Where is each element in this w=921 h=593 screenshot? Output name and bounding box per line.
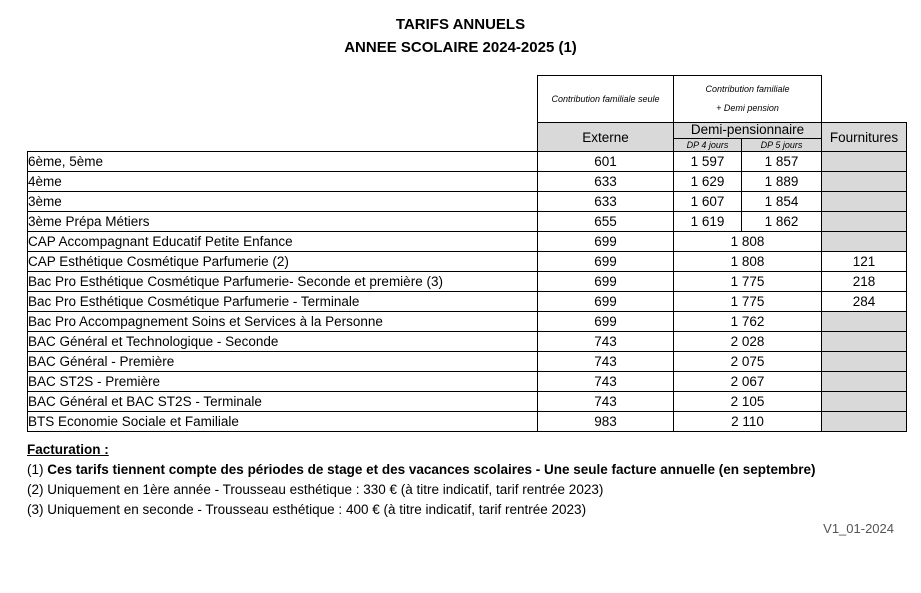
row-label: Bac Pro Esthétique Cosmétique Parfumerie- Seconde et première (3) xyxy=(28,272,538,292)
notes-section xyxy=(27,440,816,520)
empty-header-cell-2 xyxy=(28,123,538,152)
demi-pension-value: 1 808 xyxy=(674,232,822,252)
dp4-value: 1 597 xyxy=(674,152,742,172)
fournitures-value xyxy=(822,372,907,392)
note-1 xyxy=(27,460,816,480)
demi-pension-value: 2 110 xyxy=(674,412,822,432)
row-label: 3ème Prépa Métiers xyxy=(28,212,538,232)
fournitures-value xyxy=(822,412,907,432)
externe-value: 743 xyxy=(538,352,674,372)
table-row xyxy=(28,212,907,232)
table-row xyxy=(28,412,907,432)
header-externe: Externe xyxy=(538,123,674,152)
table-row xyxy=(28,312,907,332)
externe-value: 699 xyxy=(538,232,674,252)
dp5-value: 1 854 xyxy=(742,192,822,212)
externe-value: 699 xyxy=(538,292,674,312)
externe-value: 601 xyxy=(538,152,674,172)
document-title: TARIFS ANNUELS xyxy=(395,16,526,33)
demi-pension-value: 2 067 xyxy=(674,372,822,392)
row-label: 3ème xyxy=(28,192,538,212)
empty-header-cell xyxy=(28,76,538,123)
externe-value: 633 xyxy=(538,172,674,192)
dp5-value: 1 889 xyxy=(742,172,822,192)
header-fournitures: Fournitures xyxy=(822,123,907,152)
note-1-prefix: (1) xyxy=(27,462,44,477)
tariff-table xyxy=(27,75,907,432)
externe-value: 743 xyxy=(538,392,674,412)
dp5-value: 1 857 xyxy=(742,152,822,172)
row-label: 6ème, 5ème xyxy=(28,152,538,172)
row-label: 4ème xyxy=(28,172,538,192)
row-label: BAC ST2S - Première xyxy=(28,372,538,392)
externe-value: 699 xyxy=(538,312,674,332)
externe-value: 655 xyxy=(538,212,674,232)
empty-header-cell-right xyxy=(822,76,907,123)
table-row xyxy=(28,152,907,172)
table-row xyxy=(28,292,907,312)
fournitures-value xyxy=(822,172,907,192)
demi-pension-value: 1 775 xyxy=(674,292,822,312)
row-label: BAC Général et Technologique - Seconde xyxy=(28,332,538,352)
demi-pension-value: 1 775 xyxy=(674,272,822,292)
fournitures-value xyxy=(822,392,907,412)
dp4-value: 1 619 xyxy=(674,212,742,232)
fournitures-value: 218 xyxy=(822,272,907,292)
header-dp5: DP 5 jours xyxy=(742,138,822,151)
externe-value: 983 xyxy=(538,412,674,432)
dp4-value: 1 607 xyxy=(674,192,742,212)
row-label: BAC Général et BAC ST2S - Terminale xyxy=(28,392,538,412)
table-row xyxy=(28,272,907,292)
fournitures-value xyxy=(822,212,907,232)
externe-value: 743 xyxy=(538,372,674,392)
row-label: CAP Accompagnant Educatif Petite Enfance xyxy=(28,232,538,252)
fournitures-value xyxy=(822,232,907,252)
header-contribution-dp-line2: + Demi pension xyxy=(716,103,779,113)
dp4-value: 1 629 xyxy=(674,172,742,192)
externe-value: 743 xyxy=(538,332,674,352)
document-subtitle: ANNEE SCOLAIRE 2024-2025 (1) xyxy=(344,39,577,56)
header-dp4: DP 4 jours xyxy=(674,138,742,151)
header-contribution-dp xyxy=(674,76,822,123)
row-label: Bac Pro Esthétique Cosmétique Parfumerie - Terminale xyxy=(28,292,538,312)
fournitures-value: 284 xyxy=(822,292,907,312)
table-row xyxy=(28,372,907,392)
table-row xyxy=(28,172,907,192)
table-row xyxy=(28,192,907,212)
table-row xyxy=(28,252,907,272)
demi-pension-value: 2 075 xyxy=(674,352,822,372)
demi-pension-value: 1 808 xyxy=(674,252,822,272)
demi-pension-value: 2 105 xyxy=(674,392,822,412)
version-label: V1_01-2024 xyxy=(823,521,894,536)
header-demi-pensionnaire: Demi-pensionnaire xyxy=(674,123,822,139)
externe-value: 699 xyxy=(538,272,674,292)
row-label: BTS Economie Sociale et Familiale xyxy=(28,412,538,432)
table-row xyxy=(28,332,907,352)
fournitures-value xyxy=(822,312,907,332)
note-3: (3) Uniquement en seconde - Trousseau esthétique : 400 € (à titre indicatif, tarif rentrée 2023) xyxy=(27,502,587,517)
demi-pension-value: 2 028 xyxy=(674,332,822,352)
row-label: Bac Pro Accompagnement Soins et Services à la Personne xyxy=(28,312,538,332)
note-1-text: Ces tarifs tiennent compte des périodes de stage et des vacances scolaires - Une seule facture annuelle (en septembre) xyxy=(47,462,816,477)
fournitures-value xyxy=(822,192,907,212)
row-label: BAC Général - Première xyxy=(28,352,538,372)
fournitures-value xyxy=(822,332,907,352)
row-label: CAP Esthétique Cosmétique Parfumerie (2) xyxy=(28,252,538,272)
table-row xyxy=(28,352,907,372)
externe-value: 633 xyxy=(538,192,674,212)
fournitures-value: 121 xyxy=(822,252,907,272)
header-contribution-seule: Contribution familiale seule xyxy=(538,76,674,123)
dp5-value: 1 862 xyxy=(742,212,822,232)
header-contribution-dp-line1: Contribution familiale xyxy=(705,84,790,94)
fournitures-value xyxy=(822,352,907,372)
table-row xyxy=(28,392,907,412)
externe-value: 699 xyxy=(538,252,674,272)
facturation-heading: Facturation : xyxy=(27,442,109,457)
demi-pension-value: 1 762 xyxy=(674,312,822,332)
fournitures-value xyxy=(822,152,907,172)
table-row xyxy=(28,232,907,252)
note-2: (2) Uniquement en 1ère année - Trousseau esthétique : 330 € (à titre indicatif, tarif rentrée 2023) xyxy=(27,482,604,497)
